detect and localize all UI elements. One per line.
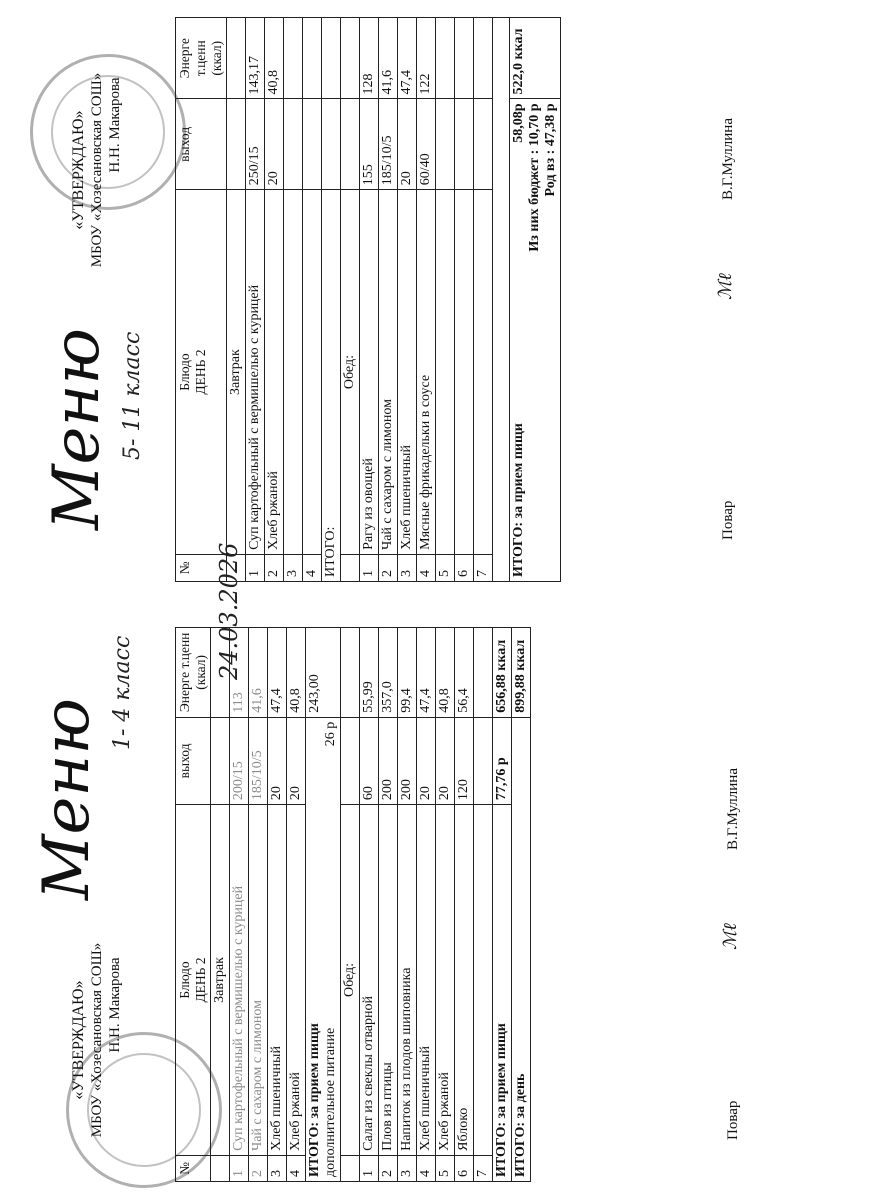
row-yield xyxy=(303,99,322,190)
table-row xyxy=(249,628,268,1182)
row-energy xyxy=(436,18,455,99)
cook-name: В.Г.Муллина xyxy=(725,768,741,850)
row-num: 2 xyxy=(265,554,284,581)
row-yield xyxy=(284,99,303,190)
table-row xyxy=(268,628,287,1182)
table-row xyxy=(455,628,474,1182)
row-dish: Суп картофельный с вермишелью с курицей xyxy=(230,805,249,1156)
row-yield: 155 xyxy=(360,99,379,190)
row-energy: 143,17 xyxy=(246,18,265,99)
row-num: 4 xyxy=(287,1155,306,1181)
meal-energy-total: 522,0 ккал xyxy=(510,18,561,99)
additional-meal-label: дополнительное питание xyxy=(323,1027,338,1177)
approval-org: МБОУ «Хозесановская СОШ» xyxy=(89,942,105,1138)
table-row xyxy=(303,18,322,582)
row-yield: 60/40 xyxy=(417,99,436,190)
row-num: 1 xyxy=(230,1155,249,1181)
cook-label: Повар xyxy=(725,1100,741,1140)
table-row xyxy=(474,18,493,582)
col-yield-2: выход xyxy=(176,99,227,190)
date-handwritten: 24.03.2026 xyxy=(215,542,243,680)
row-dish: Рагу из овощей xyxy=(360,190,379,555)
row-yield xyxy=(455,99,474,190)
col-energy: Энерге т.ценн (ккал) xyxy=(176,628,211,718)
row-dish: Салат из свеклы отварной xyxy=(360,805,379,1156)
row-num: 6 xyxy=(455,554,474,581)
row-num: 2 xyxy=(379,554,398,581)
total-day-label: ИТОГО: за день xyxy=(512,717,531,1181)
row-dish: Хлеб пшеничный xyxy=(268,805,287,1156)
row-yield xyxy=(474,717,493,804)
row-yield xyxy=(436,99,455,190)
row-energy xyxy=(284,18,303,99)
col-day-2: ДЕНЬ 2 xyxy=(193,349,208,395)
menu-table-2 xyxy=(175,17,561,582)
section-lunch-2: Обед: xyxy=(341,190,360,555)
row-dish: Мясные фрикадельки в соусе xyxy=(417,190,436,555)
row-yield: 200/15 xyxy=(230,717,249,804)
row-yield: 20 xyxy=(265,99,284,190)
row-yield: 200 xyxy=(398,717,417,804)
row-yield: 185/10/5 xyxy=(249,717,268,804)
menu-title: Меню xyxy=(30,698,104,900)
col-day: ДЕНЬ 2 xyxy=(193,957,208,1003)
row-energy xyxy=(474,18,493,99)
row-num: 4 xyxy=(303,554,322,581)
approval-name: Н.Н. Макарова xyxy=(107,957,123,1053)
row-dish: Чай с сахаром с лимоном xyxy=(249,805,268,1156)
menu-table xyxy=(175,627,531,1182)
table-row xyxy=(436,18,455,582)
total-meal-label: ИТОГО: за прием пищи xyxy=(307,1023,322,1177)
row-dish: Хлеб пшеничный xyxy=(398,190,417,555)
total-lunch-label: ИТОГО: за прием пищи xyxy=(493,805,512,1182)
row-yield: 200 xyxy=(379,717,398,804)
row-num: 7 xyxy=(474,1155,493,1181)
row-energy: 41,6 xyxy=(249,628,268,718)
row-num: 4 xyxy=(417,1155,436,1181)
approval-quote: «УТВЕРЖДАЮ» xyxy=(70,980,87,1100)
meal-price: 58,08р xyxy=(511,103,526,143)
row-yield: 20 xyxy=(398,99,417,190)
parents-amount: Род вз : 47,38 р xyxy=(543,103,558,197)
row-dish: Напиток из плодов шиповника xyxy=(398,805,417,1156)
col-energy-2: Энерге т.ценн (ккал) xyxy=(176,18,227,99)
row-energy: 47,4 xyxy=(268,628,287,718)
approval-block-2 xyxy=(70,40,124,300)
row-dish xyxy=(455,190,474,555)
table-row xyxy=(398,628,417,1182)
total-meal-label-2: ИТОГО: за прием пищи xyxy=(511,423,526,577)
class-handwritten-2: 5- 11 класс xyxy=(120,331,145,460)
row-num: 5 xyxy=(436,1155,455,1181)
row-dish: Яблоко xyxy=(455,805,474,1156)
table-row xyxy=(379,628,398,1182)
day-energy-total: 899,88 ккал xyxy=(512,628,531,718)
menu-title-2: Меню xyxy=(40,328,114,530)
row-energy: 56,4 xyxy=(455,628,474,718)
approval-name-2: Н.Н. Макарова xyxy=(107,77,123,173)
row-yield: 20 xyxy=(436,717,455,804)
menu-sheet-grades-1-4 xyxy=(0,600,873,1200)
row-yield: 185/10/5 xyxy=(379,99,398,190)
row-dish xyxy=(303,190,322,555)
cook-signature: ℳℓ xyxy=(720,923,741,950)
lunch-price: 77,76 р xyxy=(493,717,512,804)
row-dish xyxy=(436,190,455,555)
row-energy xyxy=(455,18,474,99)
row-dish: Хлеб ржаной xyxy=(265,190,284,555)
row-energy: 47,4 xyxy=(417,628,436,718)
row-num: 6 xyxy=(455,1155,474,1181)
approval-quote-2: «УТВЕРЖДАЮ» xyxy=(70,110,87,230)
row-num: 5 xyxy=(436,554,455,581)
row-energy: 99,4 xyxy=(398,628,417,718)
breakfast-energy-total: 243,00 xyxy=(306,628,341,718)
table-row xyxy=(360,18,379,582)
row-num: 3 xyxy=(398,554,417,581)
budget-amount: Из них бюджет : 10,70 р xyxy=(527,103,542,252)
row-num: 1 xyxy=(246,554,265,581)
approval-block xyxy=(70,910,124,1170)
row-num: 2 xyxy=(249,1155,268,1181)
row-num: 3 xyxy=(284,554,303,581)
row-num: 1 xyxy=(360,1155,379,1181)
row-num: 7 xyxy=(474,554,493,581)
table-row xyxy=(455,18,474,582)
class-handwritten: 1- 4 класс xyxy=(110,635,135,750)
row-yield xyxy=(474,99,493,190)
table-row xyxy=(436,628,455,1182)
cook-label-2: Повар xyxy=(720,500,736,540)
row-energy: 55,99 xyxy=(360,628,379,718)
row-dish: Суп картофельный с вермишелью с курицей xyxy=(246,190,265,555)
table-row xyxy=(417,628,436,1182)
col-dish: Блюдо xyxy=(177,961,192,999)
row-dish xyxy=(474,805,493,1156)
row-yield: 250/15 xyxy=(246,99,265,190)
row-energy: 40,8 xyxy=(436,628,455,718)
row-dish xyxy=(474,190,493,555)
row-energy: 41,6 xyxy=(379,18,398,99)
table-row xyxy=(284,18,303,582)
table-row xyxy=(287,628,306,1182)
row-dish: Плов из птицы xyxy=(379,805,398,1156)
row-energy: 47,4 xyxy=(398,18,417,99)
section-lunch: Обед: xyxy=(341,805,360,1156)
table-row xyxy=(417,18,436,582)
table-row xyxy=(360,628,379,1182)
row-dish: Хлеб ржаной xyxy=(436,805,455,1156)
row-energy xyxy=(474,628,493,718)
table-row xyxy=(265,18,284,582)
row-energy: 40,8 xyxy=(287,628,306,718)
row-dish: Хлеб пшеничный xyxy=(417,805,436,1156)
lunch-energy-total: 656,88 ккал xyxy=(493,628,512,718)
col-num: № xyxy=(176,1155,211,1181)
row-num: 4 xyxy=(417,554,436,581)
row-energy: 128 xyxy=(360,18,379,99)
table-row xyxy=(398,18,417,582)
row-energy xyxy=(303,18,322,99)
table-row xyxy=(379,18,398,582)
col-num-2: № xyxy=(176,554,227,581)
additional-meal-price: 26 р xyxy=(323,721,338,747)
cook-name-2: В.Г.Муллина xyxy=(720,118,736,200)
section-breakfast-2: Завтрак xyxy=(227,190,246,555)
section-breakfast: Завтрак xyxy=(211,805,230,1156)
table-row xyxy=(246,18,265,582)
row-dish: Чай с сахаром с лимоном xyxy=(379,190,398,555)
cook-signature-2: ℳℓ xyxy=(715,273,736,300)
table-row xyxy=(230,628,249,1182)
row-num: 2 xyxy=(379,1155,398,1181)
row-num: 3 xyxy=(268,1155,287,1181)
row-dish: Хлеб ржаной xyxy=(287,805,306,1156)
total-breakfast-label: ИТОГО: xyxy=(322,190,341,582)
row-num: 1 xyxy=(360,554,379,581)
row-yield: 60 xyxy=(360,717,379,804)
row-yield: 20 xyxy=(268,717,287,804)
table-row xyxy=(474,628,493,1182)
approval-org-2: МБОУ «Хозесановская СОШ» xyxy=(89,72,105,268)
row-yield: 20 xyxy=(287,717,306,804)
row-num: 3 xyxy=(398,1155,417,1181)
row-dish xyxy=(284,190,303,555)
row-energy: 40,8 xyxy=(265,18,284,99)
row-energy: 357,0 xyxy=(379,628,398,718)
col-yield: выход xyxy=(176,717,211,804)
col-dish-2: Блюдо xyxy=(177,353,192,391)
row-energy: 122 xyxy=(417,18,436,99)
row-yield: 120 xyxy=(455,717,474,804)
row-yield: 20 xyxy=(417,717,436,804)
row-energy: 113 xyxy=(230,628,249,718)
